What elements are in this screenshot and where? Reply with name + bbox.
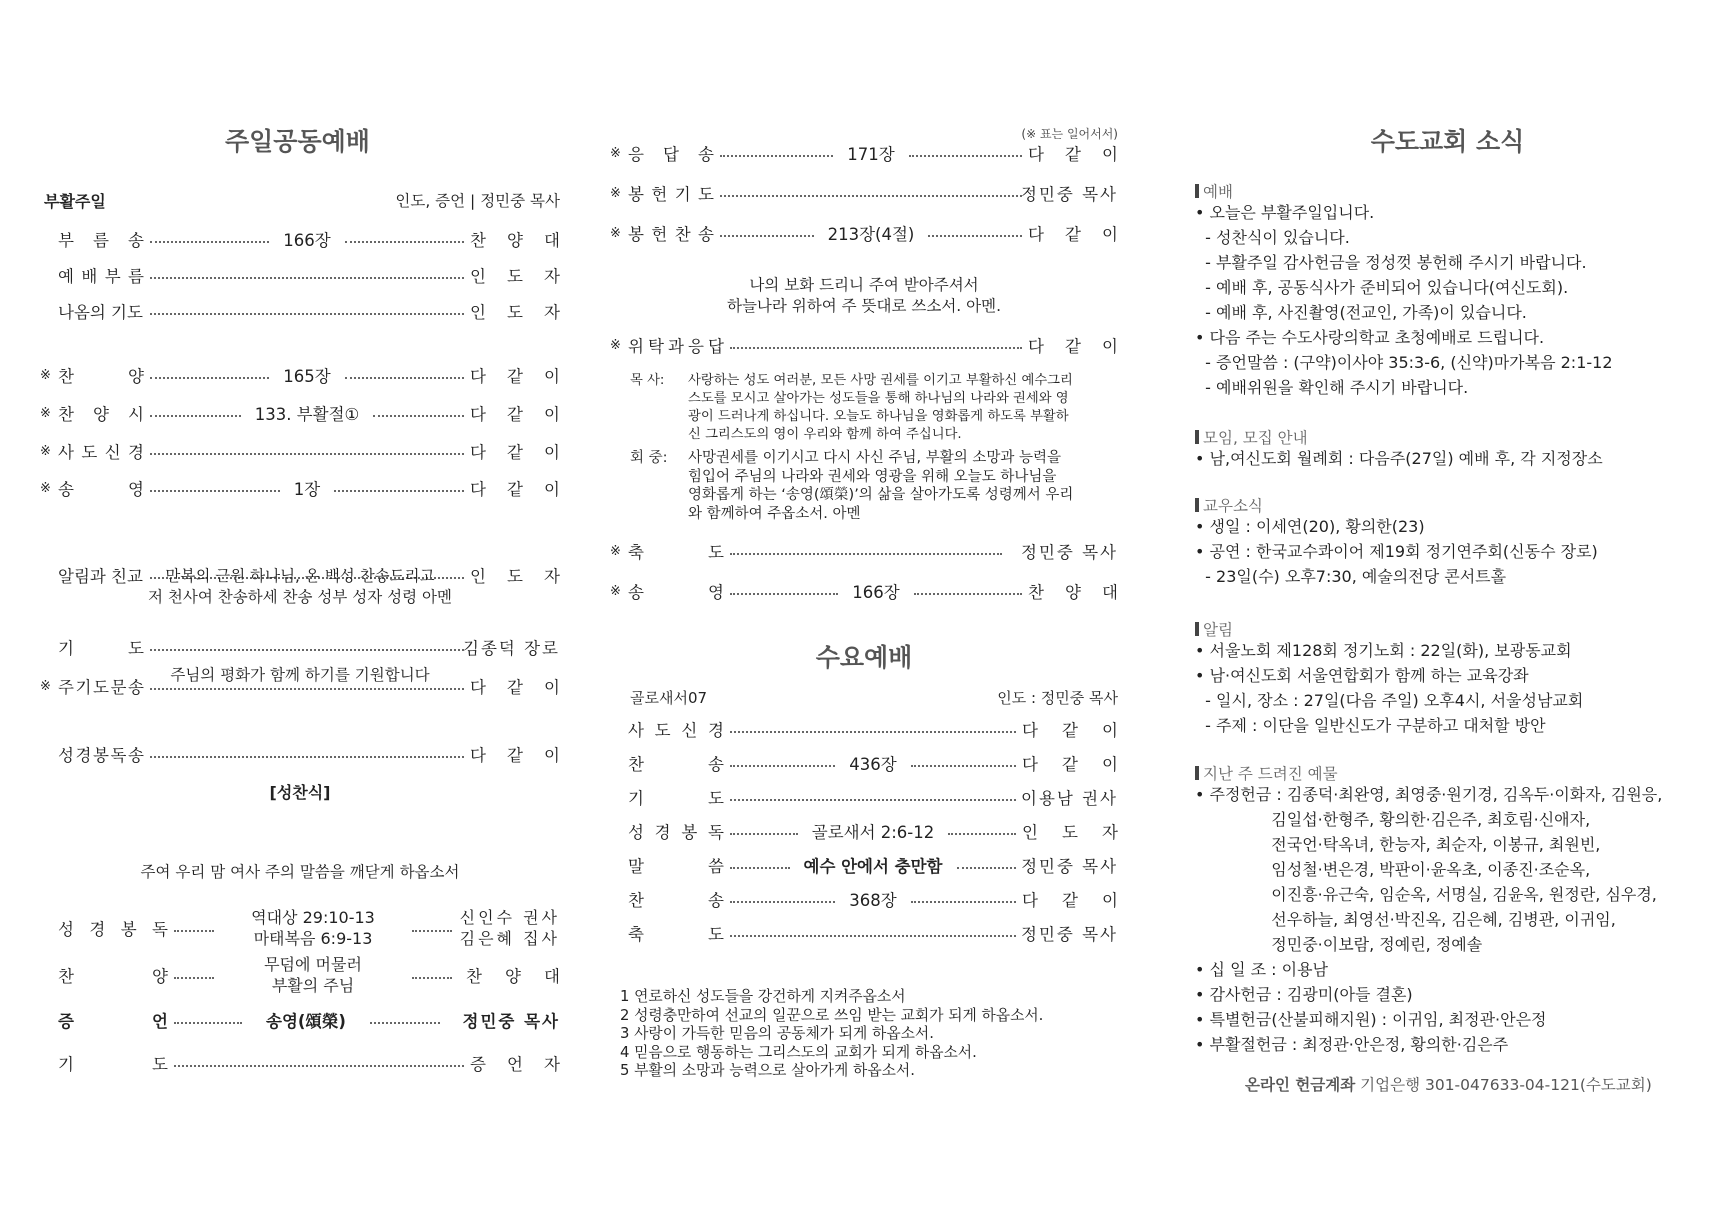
row-label: 성 경 봉 독 (58, 920, 168, 939)
row-detail: 예수 안에서 충만함 (803, 857, 943, 876)
row-label: 사 도 신 경 (58, 443, 144, 462)
prayer-item: 5 부활의 소망과 능력으로 살아가게 하옵소서. (620, 1062, 915, 1079)
sunday-subtitle: 부활주일 (44, 192, 106, 211)
sermon-title: 송영(頌榮) (266, 1012, 346, 1031)
standing-mark: ※ (40, 405, 51, 421)
row-label: 봉 헌 기 도 (628, 185, 714, 204)
row-label: 기 도 (628, 789, 724, 808)
row-label: 사 도 신 경 (628, 721, 724, 740)
news-item: • 주정헌금 : 김종덕·최완영, 최영중·원기경, 김옥두·이화자, 김원응, (1195, 785, 1663, 804)
news-item: 임성철·변은경, 박판이·윤옥초, 이종진·조순옥, (1195, 860, 1591, 879)
news-item: - 주제 : 이단을 일반신도가 구분하고 대처할 방안 (1195, 716, 1546, 735)
row-label: 찬 송 (628, 755, 724, 774)
standing-mark: ※ (610, 145, 621, 161)
order-row (610, 218, 1118, 248)
sermon-preacher: 정민중 목사 (462, 1012, 560, 1031)
standing-mark: ※ (40, 443, 51, 459)
row-label: 응 답 송 (628, 145, 714, 164)
row-who: 다 같 이 (1022, 755, 1118, 774)
news-item: 정민중·이보람, 정예린, 정예솔 (1195, 935, 1483, 954)
order-row (40, 739, 560, 769)
row-who: 다 같 이 (470, 367, 560, 386)
choir-praise-row (40, 952, 560, 998)
news-item: • 부활절헌금 : 최정관·안은정, 황의한·김은주 (1195, 1035, 1509, 1054)
online-offering-account: 온라인 헌금계좌 기업은행 301-047633-04-121(수도교회) (1245, 1076, 1652, 1094)
final-song-row: ※ 송 영 166장 찬 양 대 (610, 576, 1118, 606)
order-row (610, 850, 1118, 880)
row-label: 송 영 (58, 480, 144, 499)
row-who: 정민중 목사 (1021, 185, 1118, 204)
sunday-worship-title: 주일공동예배 (225, 127, 370, 156)
row-who: 다 같 이 (1028, 337, 1118, 356)
row-who: 다 같 이 (470, 405, 560, 424)
row-label: 성 경 봉 독 송 (58, 746, 144, 765)
offering-text: 나의 보화 드리니 주여 받아주셔서 하늘나라 위하여 주 뜻대로 쓰소서. 아멘. (726, 276, 1002, 315)
row-who: 찬 양 대 (1028, 583, 1118, 602)
scripture-passages: 역대상 29:10-13 마태복음 6:9-13 (251, 908, 375, 948)
blessing-row: ※ 축 도 정민중 목사 (610, 536, 1118, 566)
congregation-response: 회 중: 사망권세를 이기시고 다시 사신 주님, 부활의 소망과 능력을 힘입어 주님의 나라와 권세와 영광을 위해 오늘도 하나님을 영화롭게 하는 ‘송영(頌榮)’의 삶을 살아가도록 성령께서 우리 와 함께하여 주옵소서. 아멘 (630, 450, 1074, 522)
row-detail: 368장 (849, 891, 897, 910)
standing-mark: ※ (610, 185, 621, 201)
row-detail: 133. 부활절① (254, 405, 360, 424)
news-item: - 예배위원을 확인해 주시기 바랍니다. (1195, 378, 1469, 397)
news-item: 선우하늘, 최영선·박진옥, 김은혜, 김병관, 이귀임, (1195, 910, 1616, 929)
peace-text: 주님의 평화가 함께 하기를 기원합니다 (170, 666, 430, 684)
news-item: • 생일 : 이세연(20), 황의한(23) (1195, 517, 1425, 536)
sacrament-heading: [성찬식] (269, 783, 331, 802)
scripture-readers: 신인수 권사 김은혜 집사 (459, 908, 560, 948)
news-item: • 남,여신도회 월례회 : 다음주(27일) 예배 후, 각 지정장소 (1195, 449, 1603, 468)
standing-note: (※ 표는 일어서서) (1021, 127, 1118, 141)
row-label: 위 탁 과 응 답 (628, 337, 724, 356)
news-item: - 증언말씀 : (구약)이사야 35:3-6, (신약)마가복음 2:1-12 (1195, 353, 1613, 372)
row-who: 김종덕 장로 (463, 639, 560, 658)
row-who: 찬 양 대 (466, 967, 560, 986)
wednesday-worship-title: 수요예배 (815, 643, 913, 672)
row-label: 성 경 봉 독 (628, 823, 724, 842)
order-row (40, 473, 560, 503)
row-label: 축 도 (628, 543, 724, 562)
row-who: 다 같 이 (1022, 891, 1118, 910)
news-item: - 일시, 장소 : 27일(다음 주일) 오후4시, 서울성남교회 (1195, 691, 1584, 710)
prayer-item: 2 성령충만하여 선교의 일꾼으로 쓰임 받는 교회가 되게 하옵소서. (620, 1006, 1044, 1024)
news-item: 이진흥·유근숙, 임순옥, 서명실, 김윤옥, 원정란, 심우경, (1195, 885, 1657, 904)
row-who: 이용남 권사 (1021, 789, 1118, 808)
news-item: 김일섭·한형주, 황의한·김은주, 최호림·신애자, (1195, 810, 1591, 829)
row-label: 찬 양 (58, 967, 168, 986)
row-label: 말 씀 (628, 857, 724, 876)
order-row (40, 360, 560, 390)
order-row (610, 918, 1118, 948)
row-label: 찬 양 (58, 367, 144, 386)
row-label: 축 도 (628, 925, 724, 944)
order-row (40, 224, 560, 254)
row-who: 다 같 이 (1028, 225, 1118, 244)
row-label: 알림과 친교 (58, 567, 143, 586)
news-item: • 서울노회 제128회 정기노회 : 22일(화), 보광동교회 (1195, 641, 1572, 660)
row-detail: 436장 (849, 755, 897, 774)
order-row (610, 714, 1118, 744)
prayer-item: 1 연로하신 성도들을 강건하게 지켜주옵소서 (620, 988, 906, 1005)
row-who: 다 같 이 (1028, 145, 1118, 164)
news-item: • 십 일 조 : 이용남 (1195, 960, 1328, 979)
row-label: 송 영 (628, 583, 724, 602)
order-row (610, 816, 1118, 846)
news-item: - 예배 후, 공동식사가 준비되어 있습니다(여신도회). (1195, 278, 1569, 297)
order-row (610, 178, 1118, 208)
row-detail: 165장 (283, 367, 331, 386)
order-row (40, 296, 560, 326)
news-item: 전국언·탁옥녀, 한능자, 최순자, 이봉규, 최원빈, (1195, 835, 1601, 854)
row-label: 기 도 (58, 1055, 168, 1074)
sermon-row (40, 1005, 560, 1035)
closing-prayer-row (40, 1048, 560, 1078)
news-section-heading: 알림 (1195, 618, 1233, 640)
standing-mark: ※ (40, 367, 51, 383)
news-section-heading: 예배 (1195, 180, 1233, 202)
news-item: - 예배 후, 사진촬영(전교인, 가족)이 있습니다. (1195, 303, 1527, 322)
prayer-item: 3 사랑이 가득한 믿음의 공동체가 되게 하옵소서. (620, 1025, 934, 1042)
pastor-response: 목 사: 사랑하는 성도 여러분, 모든 사망 권세를 이기고 부활하신 예수그리 스도를 모시고 살아가는 성도들을 통해 하나님의 나라와 권세와 영 광이 드러나게 하십니다. 오늘도 하나님을 영화롭게 하도록 부활하 신 그리스도의 영이 우리와 함께 하여 주십니다. (630, 373, 1073, 442)
standing-mark: ※ (610, 225, 621, 241)
news-item: • 남·여신도회 서울연합회가 함께 하는 교육강좌 (1195, 666, 1529, 685)
news-section-heading: 지난 주 드려진 예물 (1195, 762, 1338, 784)
wednesday-subtitle: 골로새서07 (630, 689, 708, 707)
row-label: 봉 헌 찬 송 (628, 225, 714, 244)
row-who: 다 같 이 (470, 443, 560, 462)
order-row (40, 398, 560, 428)
order-row (40, 260, 560, 290)
news-section-heading: 교우소식 (1195, 494, 1263, 516)
row-who: 증 언 자 (470, 1055, 560, 1074)
row-who: 다 같 이 (1022, 721, 1118, 740)
order-row (40, 632, 560, 662)
praise-title: 무덤에 머물러 부활의 주님 (264, 955, 362, 995)
row-label: 나옴의 기도 (58, 303, 143, 322)
row-who: 인 도 자 (470, 567, 560, 586)
row-who: 인 도 자 (470, 303, 560, 322)
row-detail: 171장 (847, 145, 895, 164)
row-label: 기 도 (58, 639, 144, 658)
row-who: 다 같 이 (470, 678, 560, 697)
row-who: 다 같 이 (470, 480, 560, 499)
church-news-title: 수도교회 소식 (1370, 127, 1525, 156)
news-section-heading: 모임, 모집 안내 (1195, 426, 1308, 448)
row-who: 인 도 자 (470, 267, 560, 286)
prayer-item: 4 믿음으로 행동하는 그리스도의 교회가 되게 하옵소서. (620, 1043, 977, 1061)
wednesday-leader: 인도 : 정민중 목사 (997, 689, 1118, 707)
row-who: 정민중 목사 (1021, 543, 1118, 562)
row-detail: 골로새서 2:6-12 (811, 823, 935, 842)
news-item: - 부활주일 감사헌금을 정성껏 봉헌해 주시기 바랍니다. (1195, 253, 1587, 272)
row-label: 증 언 (58, 1012, 168, 1031)
scripture-reading-row (40, 905, 560, 951)
news-item: - 성찬식이 있습니다. (1195, 228, 1350, 247)
standing-mark: ※ (40, 678, 51, 694)
row-who: 인 도 자 (1022, 823, 1118, 842)
row-label: 예 배 부 름 (58, 267, 144, 286)
news-item: • 오늘은 부활주일입니다. (1195, 203, 1375, 222)
row-label: 부 름 송 (58, 231, 144, 250)
row-detail: 166장 (283, 231, 331, 250)
row-label: 찬 송 (628, 891, 724, 910)
reading-prayer-text: 주여 우리 맘 여사 주의 말씀을 깨닫게 하옵소서 (140, 863, 460, 881)
standing-mark: ※ (40, 480, 51, 496)
order-row (610, 138, 1118, 168)
sunday-leader: 인도, 증언 | 정민중 목사 (395, 192, 560, 210)
news-item: • 특별헌금(산불피해지원) : 이귀임, 최정관·안은정 (1195, 1010, 1547, 1029)
commission-row: ※ 위 탁 과 응 답 다 같 이 (610, 330, 1118, 360)
row-who: 찬 양 대 (470, 231, 560, 250)
news-item: - 23일(수) 오후7:30, 예술의전당 콘서트홀 (1195, 567, 1507, 586)
row-label: 찬 양 시 (58, 405, 144, 424)
news-item: • 감사헌금 : 김광미(아들 결혼) (1195, 985, 1413, 1004)
row-who: 정민중 목사 (1021, 925, 1118, 944)
order-row (610, 748, 1118, 778)
row-detail: 213장(4절) (827, 225, 915, 244)
order-row (40, 436, 560, 466)
row-who: 다 같 이 (470, 746, 560, 765)
row-label: 주 기 도 문 송 (58, 678, 144, 697)
row-who: 정민중 목사 (1021, 857, 1119, 876)
order-row (610, 782, 1118, 812)
news-item: • 공연 : 한국교수콰이어 제19회 정기연주회(신동수 장로) (1195, 542, 1598, 561)
news-item: • 다음 주는 수도사랑의학교 초청예배로 드립니다. (1195, 328, 1545, 347)
songyoung-text: 만복의 근원 하나님, 온 백성 찬송드리고 저 천사여 찬송하세 찬송 성부 성자 성령 아멘 (147, 567, 452, 606)
order-row (610, 884, 1118, 914)
row-detail: 1장 (293, 480, 321, 499)
